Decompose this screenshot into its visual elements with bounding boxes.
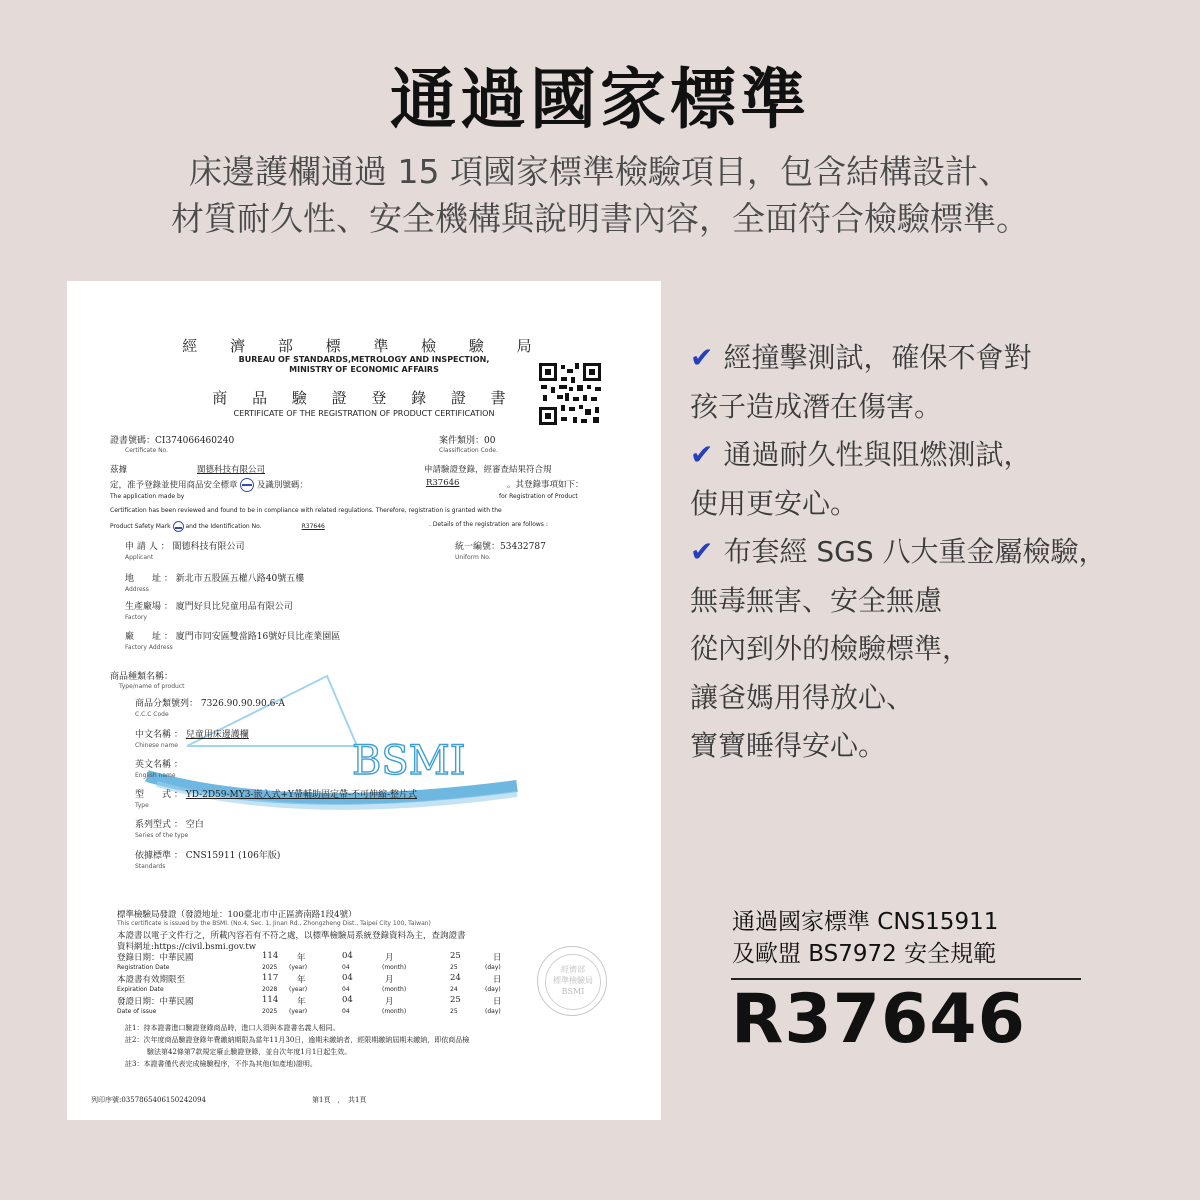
class-value: 00	[484, 436, 496, 446]
exp-month-sub: 04	[342, 986, 350, 993]
exp-label: 本證書有效期限至	[117, 975, 186, 985]
unit-year: 年	[297, 997, 306, 1007]
safety-mark-icon	[173, 521, 184, 532]
check-icon: ✔	[690, 535, 714, 568]
unit-month: 月	[385, 975, 394, 985]
en-name-en: English name	[135, 772, 176, 779]
product-en: Type/name of product	[119, 683, 185, 690]
class-label: 案件類別：	[439, 436, 485, 446]
class-en: Classification Code.	[439, 447, 498, 454]
exp-day-sub: 24	[450, 986, 458, 993]
feature-text: 使用更安心。	[690, 486, 859, 520]
cert-no-value: CI374066460240	[155, 436, 235, 446]
issue-day: 25	[450, 995, 461, 1005]
standard-line-2: 及歐盟 BS7972 安全規範	[732, 941, 997, 967]
address-en: Address	[125, 586, 149, 593]
unit-day-en: (day)	[485, 964, 501, 971]
issue-en: Date of issue	[117, 1008, 157, 1015]
page-count: 第1頁 ， 共1頁	[312, 1096, 367, 1104]
unit-day: 日	[493, 953, 502, 963]
ccc-label: 商品分類號列：	[135, 699, 199, 709]
agency-name-en-1: BUREAU OF STANDARDS,METROLOGY AND INSPECTION,	[238, 355, 490, 364]
issuer-en: This certificate is issued by the BSMI. (No.4, Sec. 1, Jinan Rd., Zhongzheng Dist., Taipei City 100, Taiwan)	[117, 920, 431, 927]
unit-month: 月	[385, 997, 394, 1007]
seal-text: BSMI	[561, 987, 585, 996]
unit-year-en: (year)	[289, 986, 308, 993]
feature-line	[690, 334, 1170, 383]
para2-id: R37646	[426, 478, 460, 488]
reg-month-sub: 04	[342, 964, 350, 971]
series-row	[135, 817, 204, 830]
certificate-image	[67, 281, 661, 1120]
standard-value: CNS15911 (106年版)	[185, 851, 281, 861]
para1-company: 閩德科技有限公司	[197, 465, 266, 475]
product-label: 商品種類名稱：	[110, 672, 174, 682]
note-3: 註3：本證書僅代表完成檢驗程序，不作為其他(如產地)證明。	[125, 1060, 317, 1068]
type-label: 型 式 ：	[135, 790, 183, 800]
type-en: Type	[135, 802, 149, 809]
certificate-title-cn: 商 品 驗 證 登 錄 證 書	[212, 389, 516, 407]
feature-line	[690, 431, 1170, 480]
address-row	[125, 571, 304, 584]
class-row	[439, 433, 495, 446]
cn-name-value: 兒童用床邊護欄	[185, 730, 249, 740]
feature-text: 讓爸媽用得放心、	[690, 680, 915, 714]
uniform-label: 統一編號：	[455, 542, 501, 552]
para2-b: 及識別號碼：	[256, 480, 308, 491]
ccc-value: 7326.90.90.90.6-A	[200, 699, 285, 709]
qr-code-icon	[537, 361, 603, 427]
exp-month: 04	[342, 973, 353, 983]
unit-year: 年	[297, 975, 306, 985]
safety-mark-icon	[240, 478, 254, 492]
seal-text: 經濟部	[561, 965, 585, 974]
series-label: 系列型式 ：	[135, 820, 183, 830]
cert-no-en: Certificate No.	[125, 447, 169, 454]
feature-line	[690, 383, 1170, 432]
factory-addr-label: 廠 址 ：	[125, 632, 173, 642]
feature-text: 布套經 SGS 八大重金屬檢驗，	[723, 535, 1107, 568]
check-icon: ✔	[690, 341, 714, 374]
unit-day-en: (day)	[485, 1008, 501, 1015]
unit-year-en: (year)	[289, 1008, 308, 1015]
reg-date-month: 04	[342, 951, 353, 961]
applicant-en: Applicant	[125, 554, 154, 561]
para5-en-a: Product Safety Mark	[110, 523, 171, 530]
unit-year-en: (year)	[289, 964, 308, 971]
address-value: 新北市五股區五權八路40號五樓	[175, 574, 305, 584]
note-2a: 註2：次年度商品驗證登錄年費繳納期限為當年11月30日，逾期未繳納者，經限期繳納屆期未繳納，即依商品檢	[125, 1036, 470, 1044]
certificate-title-en: CERTIFICATE OF THE REGISTRATION OF PRODUCT CERTIFICATION	[233, 409, 495, 418]
seal-text: 標準檢驗局	[553, 976, 593, 985]
reg-date-roc: 114	[262, 951, 279, 961]
uniform-row	[455, 539, 546, 552]
factory-addr-value: 廈門市同安區雙當路16號好貝比產業園區	[175, 632, 341, 642]
feature-text: 孩子造成潛在傷害。	[690, 389, 943, 423]
standard-label: 依據標準 ：	[135, 851, 183, 861]
para1-a: 茲據	[110, 465, 128, 475]
factory-row	[125, 599, 293, 612]
exp-day: 24	[450, 973, 461, 983]
standard-row	[135, 848, 280, 861]
para5-en-id: R37646	[301, 523, 325, 530]
exp-roc: 117	[262, 973, 279, 983]
reg-date-ad: 2025	[262, 964, 278, 971]
seal-inner	[545, 954, 601, 1010]
unit-day: 日	[493, 975, 502, 985]
type-row	[135, 787, 417, 800]
factory-en: Factory	[125, 614, 147, 621]
para2-c: 。其登錄事項如下：	[507, 480, 584, 490]
unit-month-en: (month)	[382, 964, 407, 971]
para1-b: 申請驗證登錄，經審查結果符合規	[424, 465, 552, 475]
unit-year: 年	[297, 953, 306, 963]
factory-addr-en: Factory Address	[125, 644, 173, 651]
unit-day: 日	[493, 997, 502, 1007]
feature-text: 經撞擊測試，確保不會對	[723, 341, 1032, 374]
para3-en-b: for Registration of Product	[499, 493, 578, 500]
issue-month-sub: 04	[342, 1008, 350, 1015]
para2-a: 定，准予登錄並使用商品安全標章	[110, 480, 238, 491]
para4-en: Certification has been reviewed and found to be in compliance with related regulations. Therefore, registration is granted with the	[110, 507, 502, 514]
print-serial: 列印序號:0357865406150242094	[91, 1096, 206, 1104]
subtitle-line: 材質耐久性、安全機構與說明書內容，全面符合檢驗標準。	[171, 199, 1029, 238]
feature-text: 無毒無害、安全無慮	[690, 583, 943, 617]
para-line-5	[110, 521, 325, 532]
unit-day-en: (day)	[485, 986, 501, 993]
bsmi-logo-icon	[127, 666, 527, 826]
factory-label: 生產廠場 ：	[125, 602, 173, 612]
unit-month: 月	[385, 953, 394, 963]
para5-en-b: and the Identification No.	[185, 523, 262, 530]
feature-line	[690, 528, 1170, 577]
feature-line	[690, 480, 1170, 529]
feature-line	[690, 722, 1170, 771]
feature-text: 從內到外的檢驗標準，	[690, 632, 971, 665]
para3-en-a: The application made by	[110, 493, 185, 500]
ecert-line: 本證書以電子文件行之，所載內容若有不符之處，以標準檢驗局系統登錄資料為主，查詢證書	[117, 931, 466, 941]
issue-label: 發證日期：中華民國	[117, 997, 194, 1007]
unit-month-en: (month)	[382, 986, 407, 993]
cert-no-row	[110, 433, 234, 446]
factory-addr-row	[125, 629, 340, 642]
issue-ad: 2025	[262, 1008, 278, 1015]
standard-line-1: 通過國家標準 CNS15911	[732, 909, 999, 935]
reg-date-day: 25	[450, 951, 461, 961]
exp-en: Expiration Date	[117, 986, 164, 993]
page-title: 通過國家標準	[390, 61, 810, 138]
agency-name-cn: 經 濟 部 標 準 檢 驗 局	[182, 337, 546, 355]
para-line-1	[110, 463, 265, 475]
uniform-en: Uniform No.	[455, 554, 491, 561]
bsmi-seal-stamp	[537, 946, 607, 1016]
issue-roc: 114	[262, 995, 279, 1005]
cert-no-label: 證書號碼：	[110, 436, 156, 446]
reg-day-sub: 25	[450, 964, 458, 971]
applicant-value: 閩德科技有限公司	[172, 542, 245, 552]
feature-list	[690, 334, 1170, 771]
feature-text: 寶寶睡得安心。	[690, 729, 887, 762]
applicant-label: 申 請 人 ：	[125, 542, 170, 552]
cn-name-label: 中文名稱 ：	[135, 730, 183, 740]
subtitle-line: 床邊護欄通過 15 項國家標準檢驗項目，包含結構設計、	[189, 152, 1011, 191]
issuer-line: 標準檢驗局發證（發證地址：100臺北市中正區濟南路1段4號）	[117, 910, 357, 920]
note-1: 註1：持本證書進口驗證登錄商品時，進口人須與本證書名義人相同。	[125, 1024, 340, 1032]
applicant-row	[125, 539, 244, 552]
url-line: 資料網址:https://civil.bsmi.gov.tw	[117, 942, 257, 952]
check-icon: ✔	[690, 438, 714, 471]
series-value: 空白	[185, 820, 204, 830]
uniform-value: 53432787	[500, 542, 546, 552]
note-2b: 驗法第42條第7款規定廢止驗證登錄，並自次年度1月1日起生效。	[147, 1048, 352, 1056]
issue-month: 04	[342, 995, 353, 1005]
unit-month-en: (month)	[382, 1008, 407, 1015]
para5-en-c: . Details of the registration are follows :	[429, 521, 548, 528]
exp-ad: 2028	[262, 986, 278, 993]
en-name-label: 英文名稱 ：	[135, 760, 183, 770]
page-subtitle	[0, 148, 1200, 242]
ccc-en: C.C.C Code	[135, 711, 169, 718]
feature-text: 通過耐久性與阻燃測試，	[723, 438, 1032, 471]
reg-date-en: Registration Date	[117, 964, 170, 971]
series-en: Series of the type	[135, 832, 189, 839]
type-value: YD-2D59-MY3-嵌入式+Y帶輔助固定帶-不可伸縮-整片式	[185, 790, 418, 800]
cn-name-en: Chinese name	[135, 742, 178, 749]
para-line-2	[110, 478, 308, 492]
agency-name-en-2: MINISTRY OF ECONOMIC AFFAIRS	[289, 365, 439, 374]
feature-line	[690, 577, 1170, 626]
address-label: 地 址 ：	[125, 574, 173, 584]
factory-value: 廈門好貝比兒童用品有限公司	[175, 602, 293, 612]
bsmi-logo-text: BSMI	[352, 738, 466, 784]
standard-en: Standards	[135, 863, 166, 870]
reg-date-label: 登錄日期：中華民國	[117, 953, 194, 963]
ccc-row	[135, 696, 285, 709]
registration-number: R37646	[731, 980, 1026, 1059]
issue-day-sub: 25	[450, 1008, 458, 1015]
feature-line	[690, 674, 1170, 723]
feature-line	[690, 625, 1170, 674]
cn-name-row	[135, 727, 249, 740]
